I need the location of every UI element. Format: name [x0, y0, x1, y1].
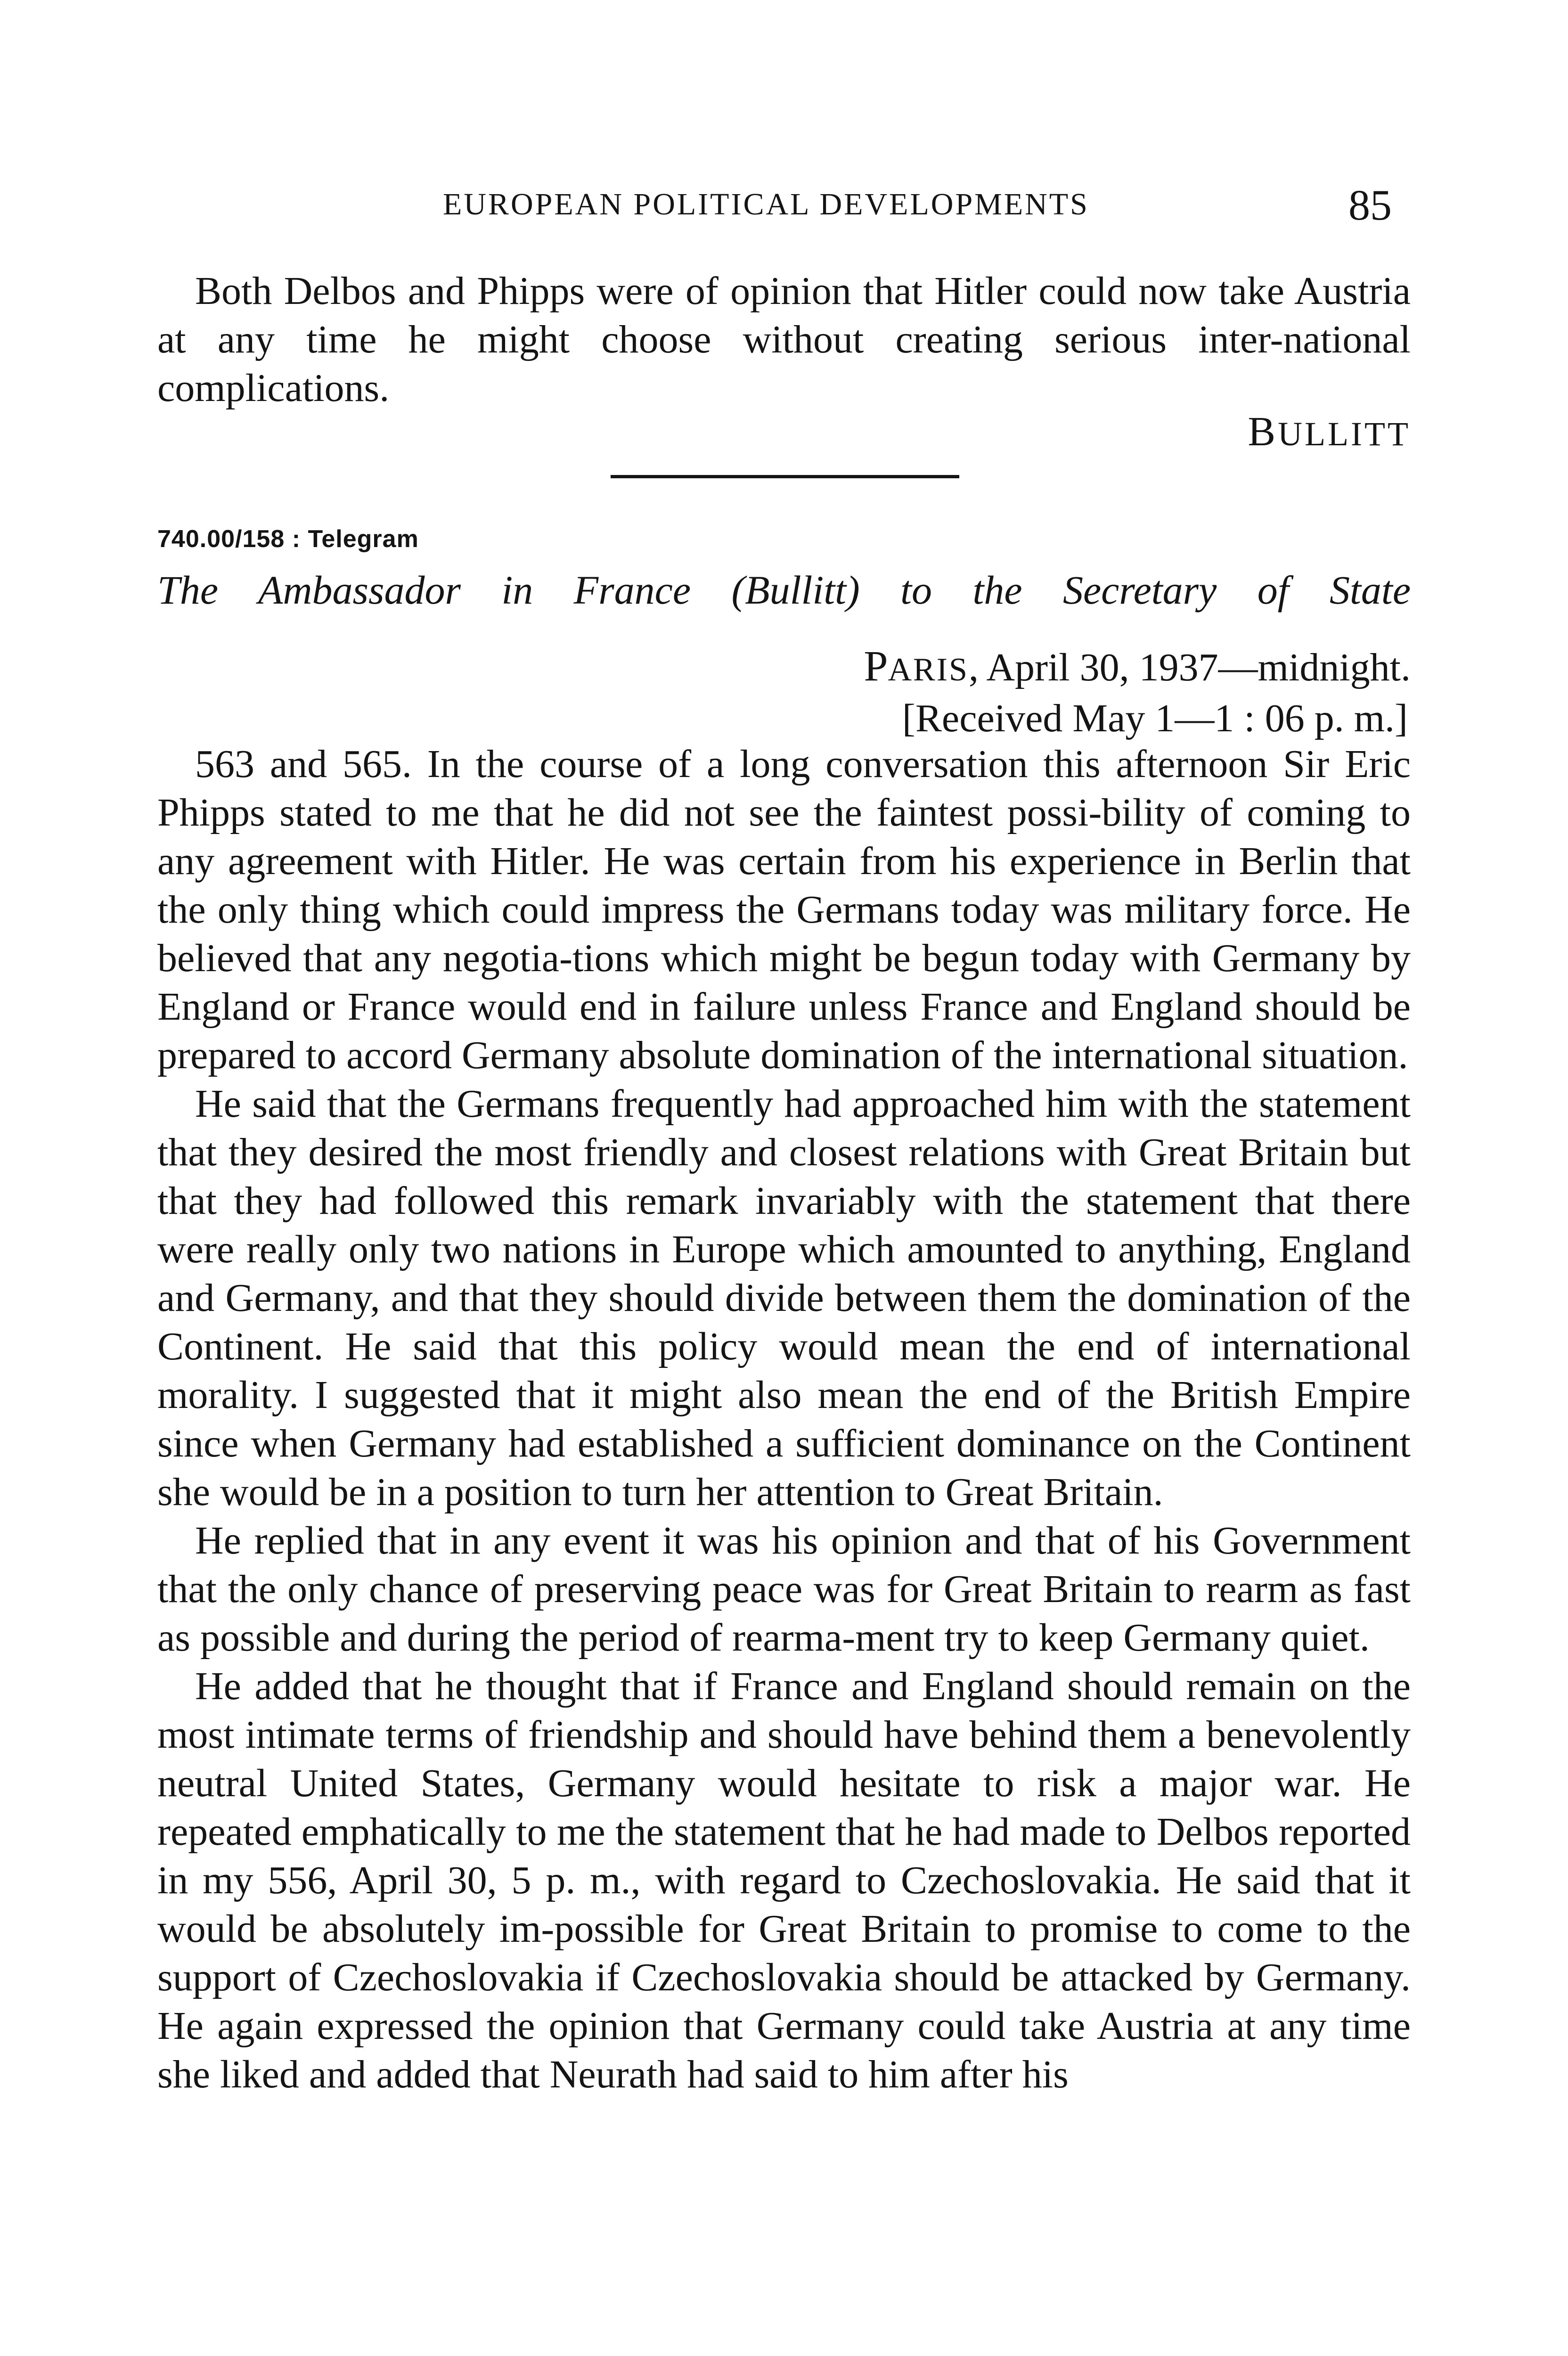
dateline-date: , April 30, 1937—midnight.	[968, 646, 1411, 689]
signature: BULLITT	[1248, 409, 1411, 455]
section-divider	[611, 475, 959, 478]
received-line: [Received May 1—1 : 06 p. m.]	[902, 696, 1408, 740]
running-title: EUROPEAN POLITICAL DEVELOPMENTS	[443, 187, 1089, 221]
file-reference: 740.00/158 : Telegram	[157, 525, 419, 553]
previous-document-ending	[157, 267, 1411, 412]
page-number: 85	[1348, 181, 1392, 229]
running-head	[0, 180, 1568, 227]
dateline: PARIS, April 30, 1937—midnight.	[864, 642, 1411, 690]
body-paragraph: He added that he thought that if France and England should remain on the most intimate terms of friendship and should have behind them a benevolently neutral United States, Germany would hesitate to risk a major war. He repeated emphatically to me the statement that he had made to Delbos reported in my 556, April 30, 5 p. m., with regard to Czechoslovakia. He said that it would be absolutely im-possible for Great Britain to promise to come to the support of Czechoslovakia if Czechoslovakia should be attacked by Germany. He again expressed the opinion that Germany could take Austria at any time she liked and added that Neurath had said to him after his	[157, 1664, 1411, 2096]
closing-paragraph: Both Delbos and Phipps were of opinion that Hitler could now take Austria at any time he might choose without creating serious inter-national complications.	[157, 269, 1411, 410]
file-reference-block	[157, 525, 1411, 553]
document-title: The Ambassador in France (Bullitt) to the Secretary of State	[157, 567, 1411, 613]
signature-block	[157, 408, 1411, 456]
body-paragraph: He replied that in any event it was his opinion and that of his Government that the only chance of preserving peace was for Great Britain to rearm as fast as possible and during the period of rearma-ment try to keep Germany quiet.	[157, 1519, 1411, 1660]
telegram-body	[157, 740, 1411, 2099]
document-title-block	[157, 566, 1411, 614]
body-paragraph: He said that the Germans frequently had approached him with the statement that they desired the most friendly and closest relations with Great Britain but that they had followed this remark invariably with the statement that there were really only two nations in Europe which amounted to anything, England and Germany, and that they should divide between them the domination of the Continent. He said that this policy would mean the end of international morality. I suggested that it might also mean the end of the British Empire since when Germany had established a sufficient dominance on the Continent she would be in a position to turn her attention to Great Britain.	[157, 1082, 1411, 1514]
dateline-block	[157, 642, 1411, 743]
body-paragraph: 563 and 565. In the course of a long conversation this afternoon Sir Eric Phipps stated to me that he did not see the faintest possi-bility of coming to any agreement with Hitler. He was certain from his experience in Berlin that the only thing which could impress the Germans today was military force. He believed that any negotia-tions which might be begun today with Germany by England or France would end in failure unless France and England should be prepared to accord Germany absolute domination of the international situation.	[157, 742, 1411, 1077]
